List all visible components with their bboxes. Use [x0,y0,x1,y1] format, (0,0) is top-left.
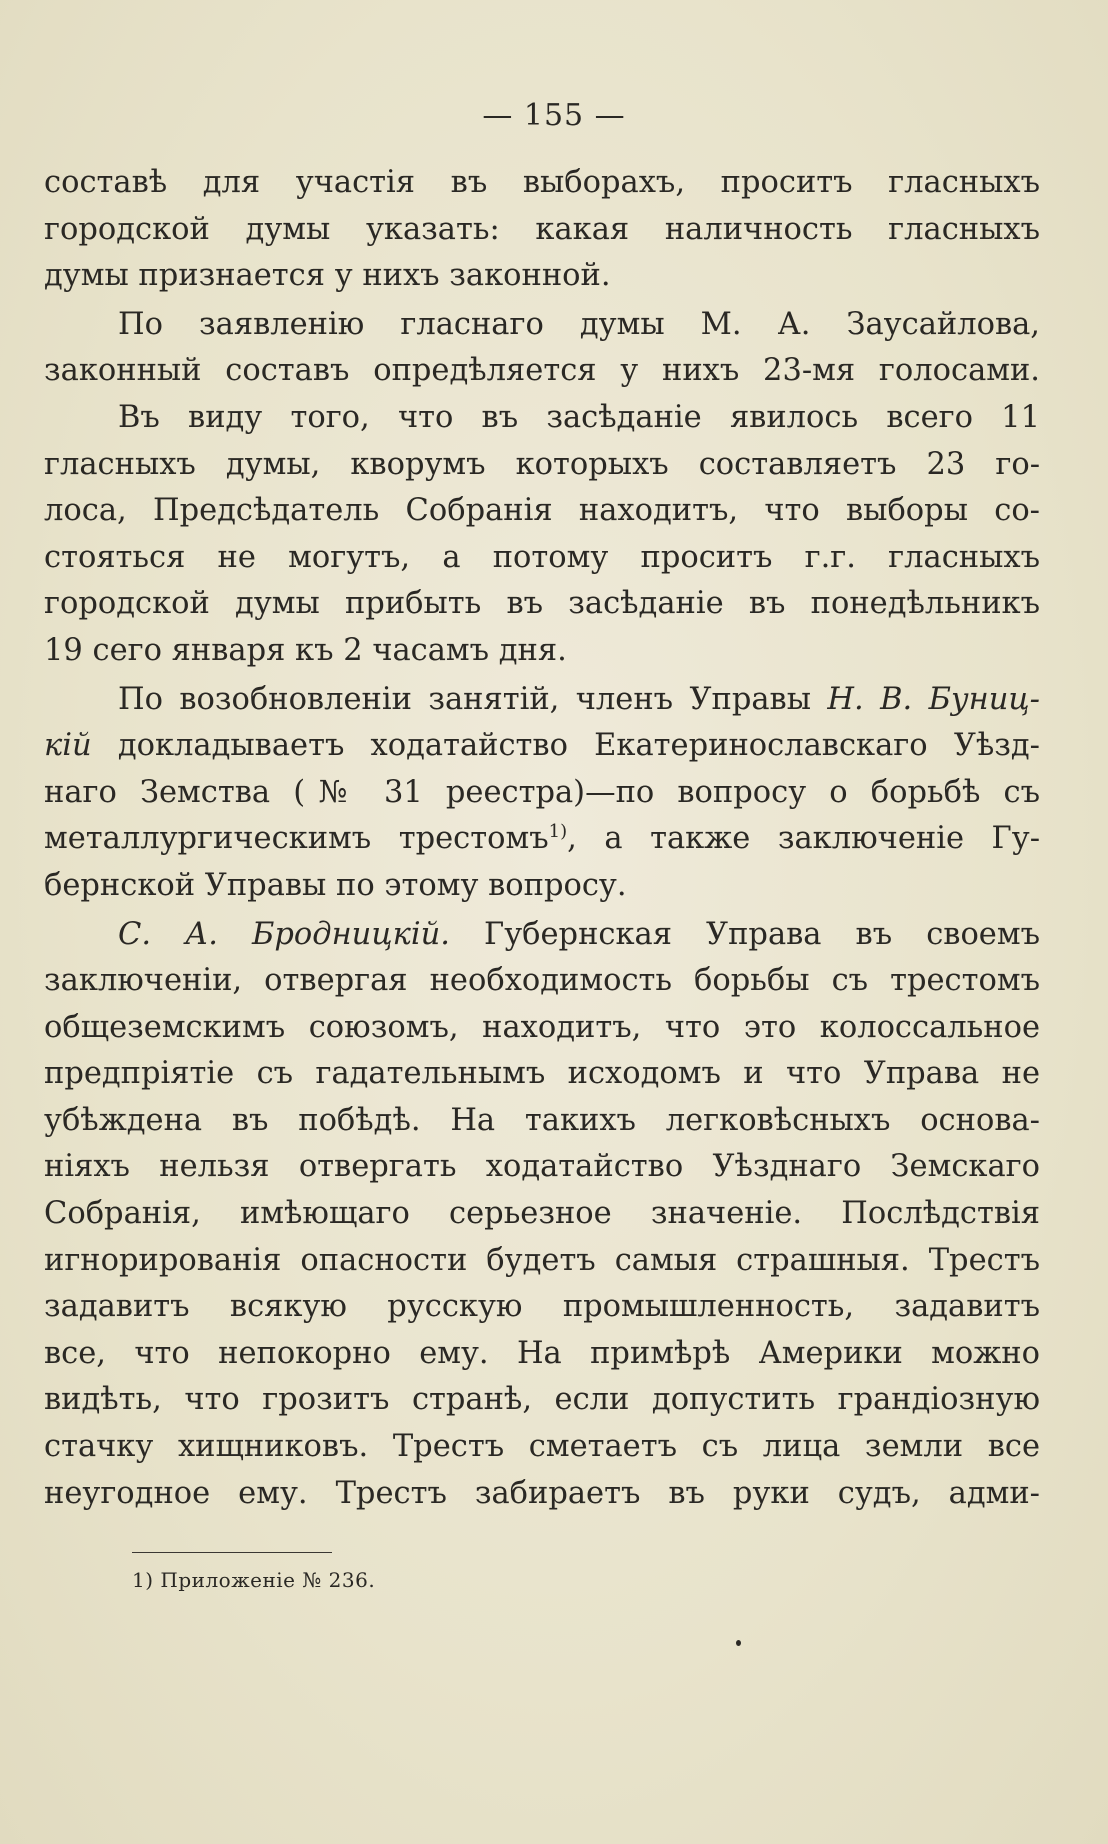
text-line: лоса, Предсѣдатель Собранія находитъ, что выборы со- [44,493,1040,529]
text-line [44,677,1040,724]
text-line: стачку хищниковъ. Трестъ сметаетъ съ лица земли все [44,1429,1040,1465]
text-line: наго Земства (№ 31 реестра)—по вопросу о борьбѣ съ [44,774,1040,810]
text-line: законный составъ опредѣляется у нихъ 23-мя голосами. [44,353,1040,389]
text-line: Собранія, имѣющаго серьезное значеніе. Послѣдствія [44,1196,1040,1232]
text-line: видѣть, что грозитъ странѣ, если допустить грандіозную [44,1382,1040,1418]
text-line: По заявленію гласнаго думы М. А. Заусайлова, [118,306,1040,342]
text-run: металлургическимъ трестомъ [44,821,549,857]
text-line: городской думы прибыть въ засѣданіе въ понедѣльникъ [44,586,1040,622]
speaker-name: Н. В. Буниц- [827,681,1040,717]
text-line: игнорированія опасности будетъ самыя страшныя. Трестъ [44,1242,1040,1278]
speaker-name: С. А. Бродницкій. [118,916,450,952]
text-line: бернской Управы по этому вопросу. [44,867,627,903]
text-line [44,912,1040,959]
text-line: убѣждена въ побѣдѣ. На такихъ легковѣсныхъ основа- [44,1102,1040,1138]
text-line: общеземскимъ союзомъ, находитъ, что это колоссальное [44,1009,1040,1045]
text-line [44,816,1040,863]
text-line: гласныхъ думы, кворумъ которыхъ составляетъ 23 го- [44,446,1040,482]
text-line: заключеніи, отвергая необходимость борьбы съ трестомъ [44,963,1040,999]
text-line: задавитъ всякую русскую промышленность, задавитъ [44,1289,1040,1325]
text-line [44,723,1040,770]
speaker-name: кій [44,728,92,764]
text-line: ніяхъ нельзя отвергать ходатайство Уѣзднаго Земскаго [44,1149,1040,1185]
text-run: Губернская Управа въ своемъ [484,916,1040,952]
text-line: неугодное ему. Трестъ забираетъ въ руки судъ, адми- [44,1475,1040,1511]
text-line: все, что непокорно ему. На примѣрѣ Америки можно [44,1335,1040,1371]
text-run: докладываетъ ходатайство Екатеринославскаго Уѣзд- [117,728,1040,764]
ink-speck [736,1640,741,1646]
text-run: По возобновленіи занятій, членъ Управы [118,681,811,717]
text-line: городской думы указать: какая наличность гласныхъ [44,211,1040,247]
page-number: — 155 — [482,98,626,133]
text-line: 19 сего января къ 2 часамъ дня. [44,632,567,668]
text-line: Въ виду того, что въ засѣданіе явилось всего 11 [118,399,1040,435]
footnote-divider [132,1552,332,1553]
text-line: составѣ для участія въ выборахъ, проситъ гласныхъ [44,165,1040,200]
body-text [44,160,1040,1517]
text-run: , а также заключеніе Гу- [567,821,1040,857]
text-line: думы признается у нихъ законной. [44,258,611,294]
text-line: стояться не могутъ, а потому проситъ г.г. гласныхъ [44,539,1040,575]
text-line: предпріятіе съ гадательнымъ исходомъ и что Управа не [44,1056,1040,1092]
footnote-ref: 1) [548,821,568,843]
footnote: 1) Приложеніе № 236. [132,1568,376,1592]
